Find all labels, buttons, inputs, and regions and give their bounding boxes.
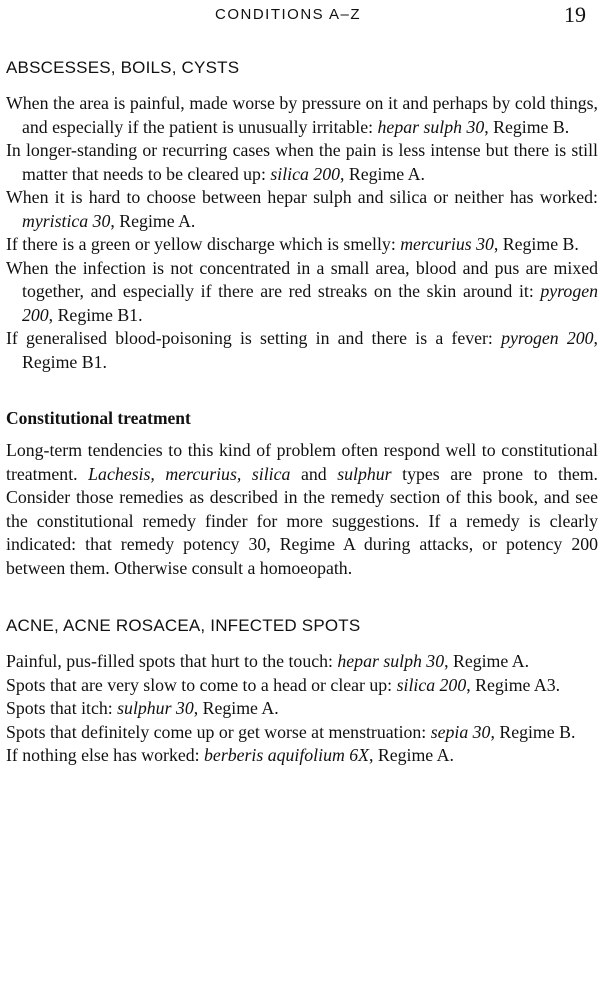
remedy-name: hepar sulph 30	[337, 651, 445, 671]
remedy-names: Lachesis, mercurius, silica	[88, 463, 291, 484]
entry: In longer-standing or recurring cases when the pain is less intense but there is still matter that needs to be cleared up: silica 200, Regime A.	[6, 140, 598, 184]
entry: Spots that are very slow to come to a head or clear up: silica 200, Regime A3.	[6, 674, 561, 695]
entry: When it is hard to choose between hepar sulph and silica or neither has worked: myristica 30, Regime A.	[6, 187, 598, 231]
remedy-name: mercurius 30	[400, 234, 494, 254]
page-content	[6, 58, 598, 768]
remedy-name: silica 200	[270, 163, 340, 184]
page-number: 19	[564, 2, 586, 27]
running-head: CONDITIONS A–Z	[215, 6, 362, 23]
entry: If nothing else has worked: berberis aquifolium 6X, Regime A.	[6, 745, 454, 765]
page-header	[0, 2, 600, 28]
constitutional-paragraph: Long-term tendencies to this kind of problem often respond well to constitutional treatment. Lachesis, mercurius, silica and sulphur types are prone to them. Consider those remedies as described in the remedy section of this book, and see the constitutional remedy finder for more suggestions. If a remedy is clearly indicated: that remedy potency 30, Regime A during attacks, or potency 200 between them. Otherwise consult a homoeopath.	[6, 440, 599, 578]
entry: When the area is painful, made worse by pressure on it and perhaps by cold things, and especially if the patient is unusually irritable: hepar sulph 30, Regime B.	[6, 93, 598, 137]
remedy-name: pyrogen 200	[501, 328, 594, 348]
remedy-name: hepar sulph 30	[377, 116, 485, 137]
entry: Spots that definitely come up or get worse at menstruation: sepia 30, Regime B.	[6, 721, 576, 742]
remedy-name: pyrogen 200	[22, 281, 598, 325]
spacer	[6, 580, 598, 616]
remedy-name: sepia 30	[430, 721, 491, 742]
entry: If generalised blood-poisoning is setting in and there is a fever: pyrogen 200, Regime B1.	[6, 328, 598, 372]
section-heading-abscesses: ABSCESSES, BOILS, CYSTS	[6, 58, 240, 77]
remedy-name: sulphur	[337, 463, 392, 484]
entry: If there is a green or yellow discharge which is smelly: mercurius 30, Regime B.	[6, 234, 579, 254]
remedy-name: sulphur 30	[117, 698, 194, 718]
remedy-name: myristica 30	[22, 210, 111, 231]
spacer	[6, 374, 598, 408]
entry: When the infection is not concentrated in a small area, blood and pus are mixed together, and especially if there are red streaks on the skin around it: pyrogen 200, Regime B1.	[6, 257, 598, 325]
subsection-heading-constitutional: Constitutional treatment	[6, 408, 191, 428]
remedy-name: berberis aquifolium 6X	[204, 745, 369, 765]
section-heading-acne: ACNE, ACNE ROSACEA, INFECTED SPOTS	[6, 616, 361, 635]
entry: Spots that itch: sulphur 30, Regime A.	[6, 698, 279, 718]
entry: Painful, pus-filled spots that hurt to the touch: hepar sulph 30, Regime A.	[6, 651, 530, 671]
remedy-name: silica 200	[396, 674, 467, 695]
